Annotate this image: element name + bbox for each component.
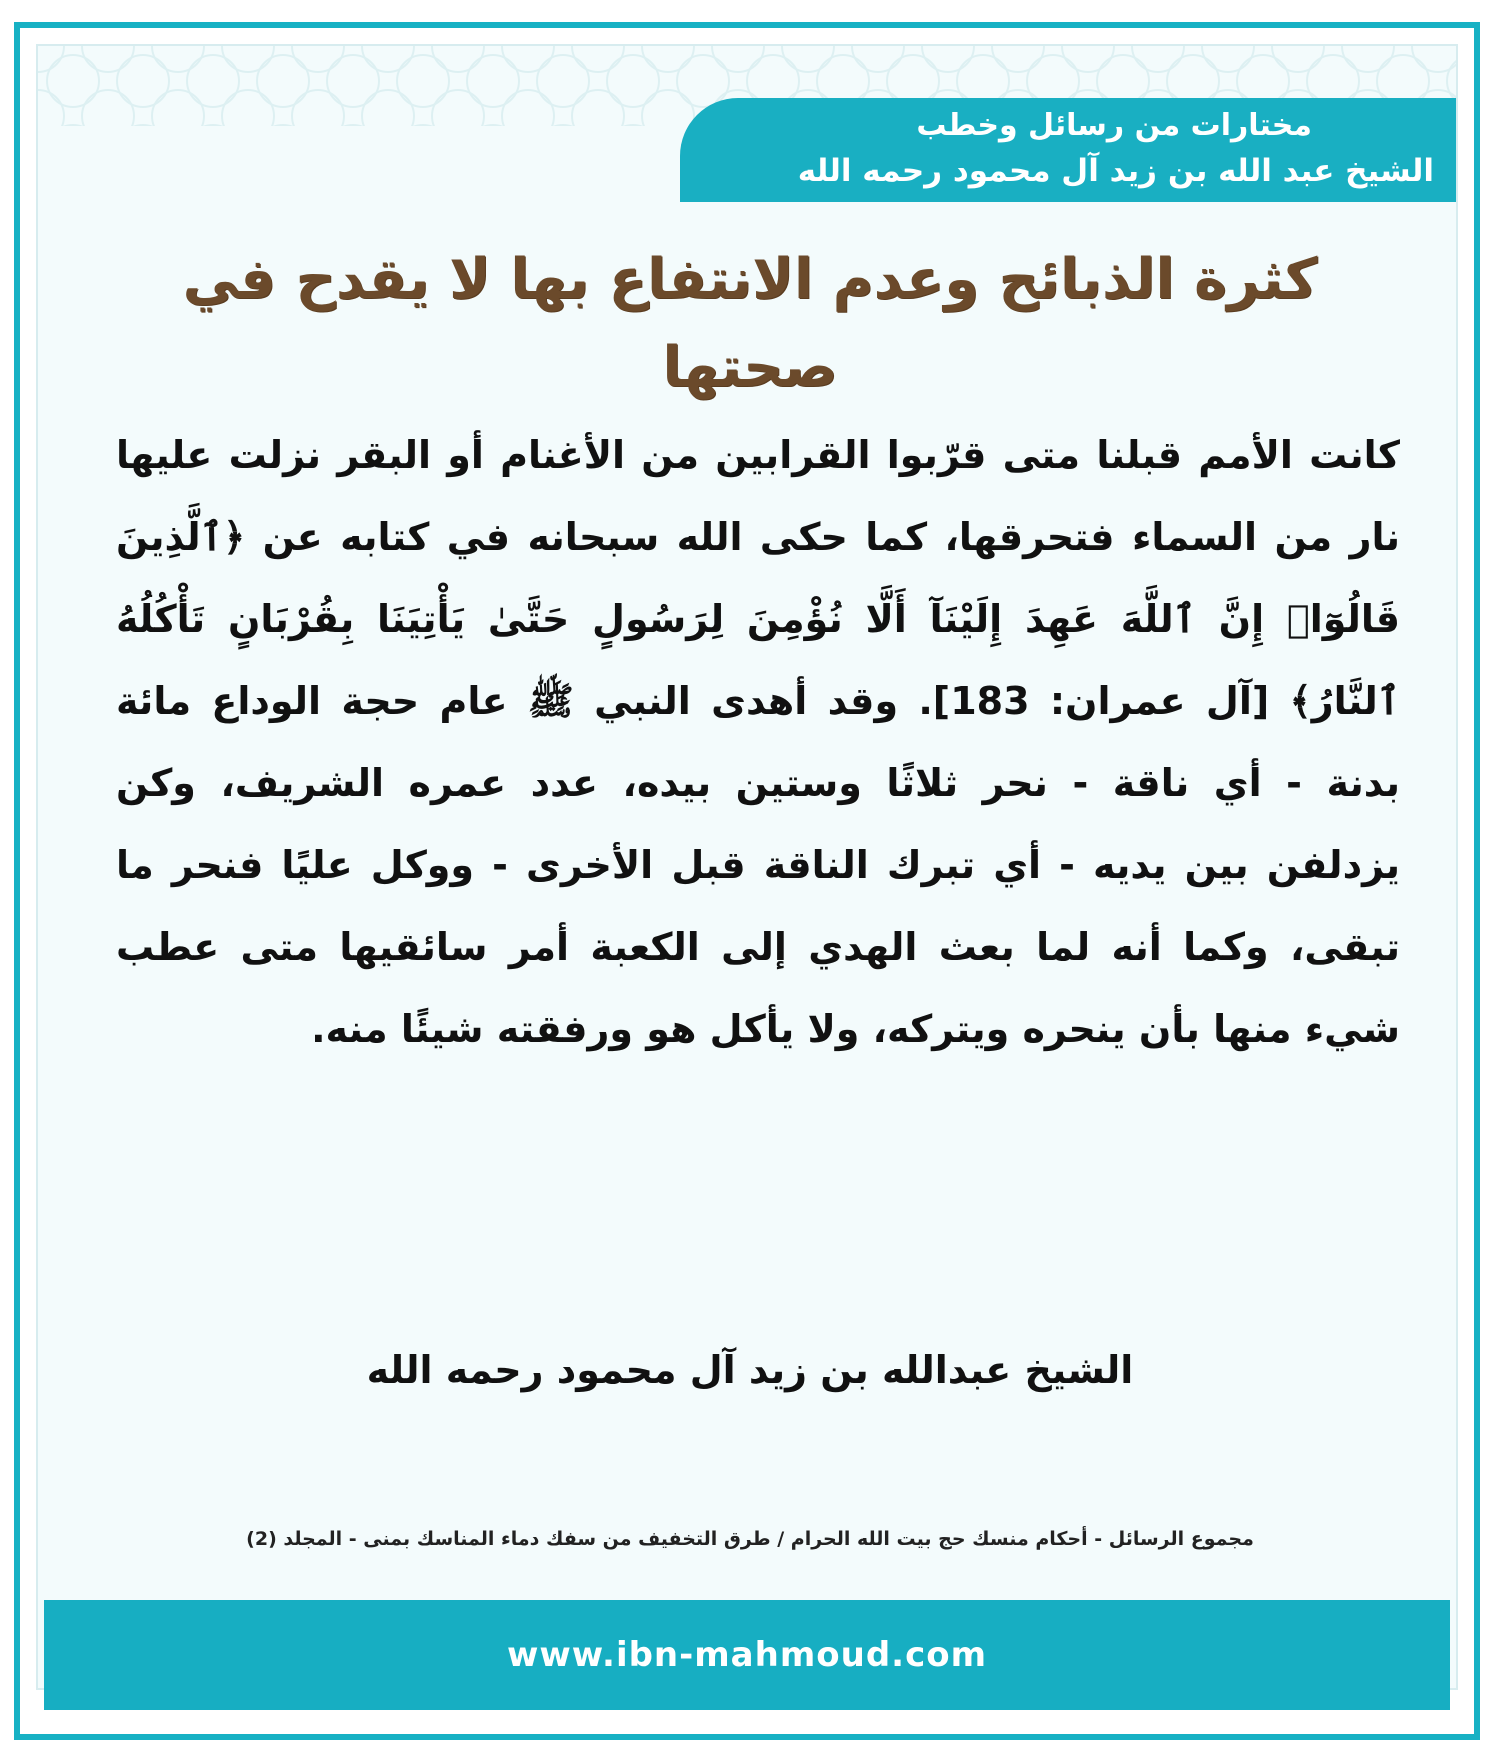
source-reference: مجموع الرسائل - أحكام منسك حج بيت الله الحرام / طرق التخفيف من سفك دماء المناسك بمنى - المجلد (2) <box>246 1528 1254 1550</box>
header-banner <box>680 98 1456 202</box>
website-link[interactable]: www.ibn-mahmoud.com <box>506 1635 988 1675</box>
author-signature: الشيخ عبدالله بن زيد آل محمود رحمه الله <box>366 1348 1134 1392</box>
page-title: كثرة الذبائح وعدم الانتفاع بها لا يقدح في صحتها <box>182 247 1318 400</box>
header-author: الشيخ عبد الله بن زيد آل محمود رحمه الله <box>797 153 1434 189</box>
header-series-title: مختارات من رسائل وخطب <box>916 108 1312 143</box>
article-body: كانت الأمم قبلنا متى قرّبوا القرابين من الأغنام أو البقر نزلت عليها نار من السماء فتحرقها، كما حكى الله سبحانه في كتابه عن ﴿ٱلَّذِينَ قَالُوٓا۟ إِنَّ ٱللَّهَ عَهِدَ إِلَيْنَآ أَلَّا نُؤْمِنَ لِرَسُولٍ حَتَّىٰ يَأْتِيَنَا بِقُرْبَانٍ تَأْكُلُهُ ٱلنَّارُ﴾ [آل عمران: 183]. وقد أهدى النبي ﷺ عام حجة الوداع مائة بدنة - أي ناقة - نحر ثلاثًا وستين بيده، عدد عمره الشريف، وكن يزدلفن بين يديه - أي تبرك الناقة قبل الأخرى - ووكل عليًا فنحر ما تبقى، وكما أنه لما بعث الهدي إلى الكعبة أمر سائقيها متى عطب شيء منها بأن ينحره ويتركه، ولا يأكل هو ورفقته شيئًا منه. <box>116 433 1400 1051</box>
footer-bar <box>44 1600 1450 1710</box>
